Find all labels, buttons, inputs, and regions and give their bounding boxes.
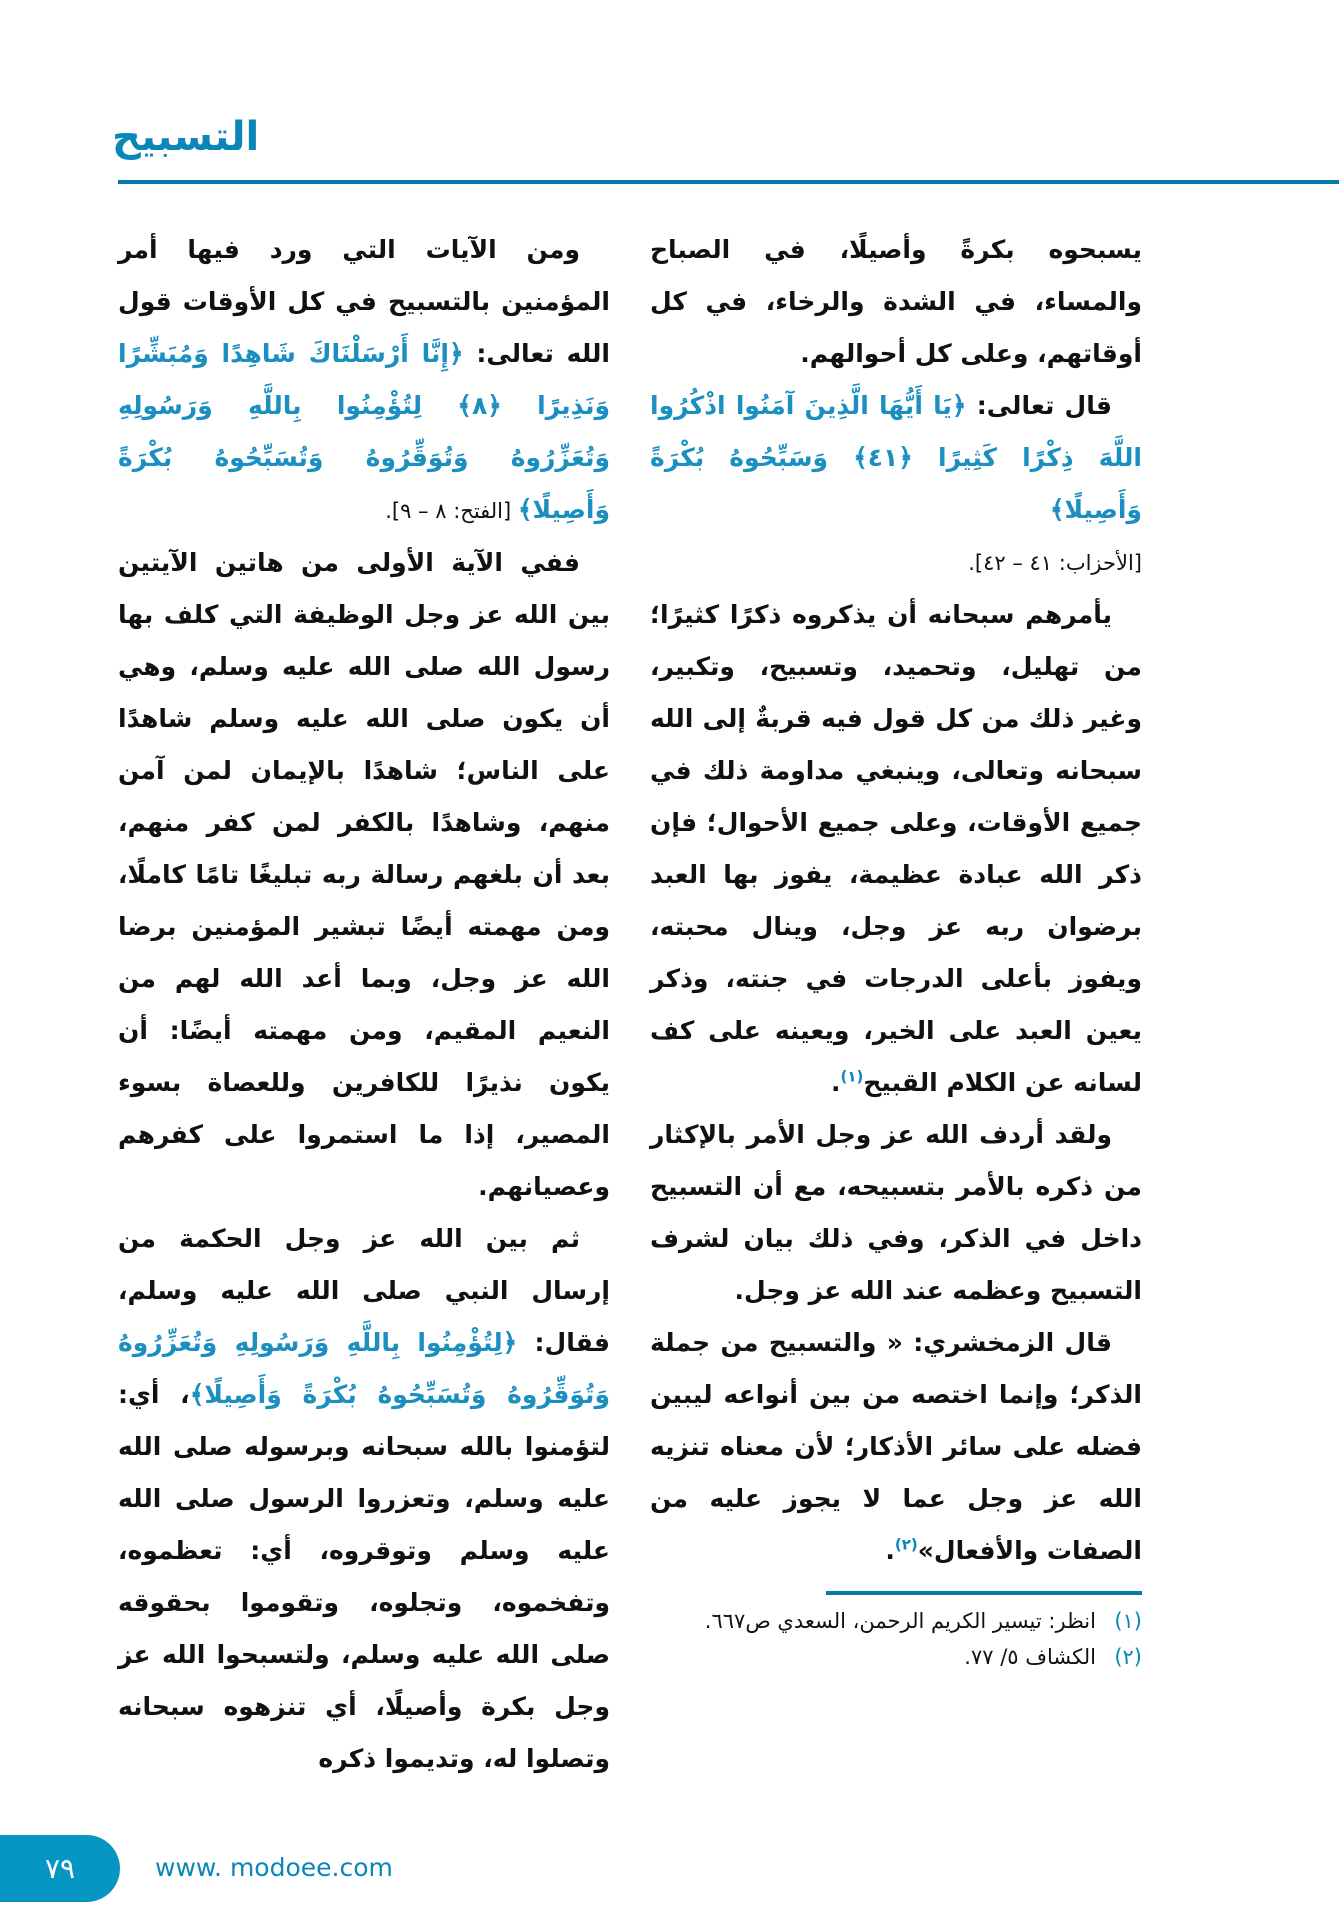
paragraph-text: ومن الآيات التي ورد فيها أمر المؤمنين بالتسبيح في كل الأوقات قول الله تعالى:: [118, 235, 610, 368]
paragraph-verse: [118, 224, 610, 537]
paragraph-text: قال الزمخشري: « والتسبيح من جملة الذكر؛ وإنما اختصه من بين أنواعه ليبين فضله على سائر الأذكار؛ لأن معناه تنزيه الله عز وجل عما لا يجوز عليه من الصفات والأفعال»: [650, 1328, 1142, 1565]
paragraph-verse: [650, 380, 1142, 589]
paragraph-text: ، أي: لتؤمنوا بالله سبحانه وبرسوله صلى الله عليه وسلم، وتعزروا الرسول صلى الله عليه وسلم وتوقروه، أي: تعظموه، وتفخموه، وتجلوه، وتقوموا بحقوقه صلى الله عليه وسلم، ولتسبحوا الله عز وجل بكرة وأصيلًا، أي تنزهوه سبحانه وتصلوا له، وتديموا ذكره: [118, 1380, 610, 1773]
verse-intro: قال تعالى:: [966, 391, 1113, 420]
paragraph: يأمرهم سبحانه أن يذكروه ذكرًا كثيرًا؛ من تهليل، وتحميد، وتسبيح، وتكبير، وغير ذلك من كل قول فيه قربةٌ إلى الله سبحانه وتعالى، وينبغي مداومة ذلك في جميع الأوقات، وعلى جميع الأحوال؛ فإن ذكر الله عبادة عظيمة، يفوز بها العبد برضوان ربه عز وجل، وينال محبته، ويفوز بأعلى الدرجات في جنته، وذكر يعين العبد على الخير، ويعينه على كف لسانه عن الكلام القبيح$^{(١)}$.: [650, 600, 1142, 1097]
footnote-number: (١): [1114, 1609, 1142, 1633]
verse-reference: [الأحزاب: ٤١ – ٤٢].: [968, 551, 1142, 575]
website-url[interactable]: www. modoee.com: [155, 1853, 393, 1882]
right-column: [650, 224, 1142, 1785]
paragraph: يسبحوه بكرةً وأصيلًا، في الصباح والمساء، في الشدة والرخاء، في كل أوقاتهم، وعلى كل أحوالهم.: [650, 235, 1142, 368]
paragraph-text: ثم بين الله عز وجل الحكمة من إرسال النبي صلى الله عليه وسلم، فقال:: [118, 1224, 610, 1357]
footnote-divider: [826, 1591, 1142, 1595]
footnote-text: انظر: تيسير الكريم الرحمن، السعدي ص٦٦٧.: [704, 1609, 1096, 1633]
paragraph: قال الزمخشري: « والتسبيح من جملة الذكر؛ وإنما اختصه من بين أنواعه ليبين فضله على سائر الأذكار؛ لأن معناه تنزيه الله عز وجل عما لا يجوز عليه من الصفات والأفعال»$^{(٢)}$.: [650, 1328, 1142, 1565]
footnote-ref[interactable]: (٢): [894, 1535, 918, 1554]
footnote-ref[interactable]: (١): [840, 1067, 864, 1086]
footnote: [650, 1603, 1142, 1639]
footnotes: [650, 1603, 1142, 1675]
footnote-text: الكشاف ٥/ ٧٧.: [964, 1645, 1096, 1669]
paragraph: ولقد أردف الله عز وجل الأمر بالإكثار من ذكره بالأمر بتسبيحه، مع أن التسبيح داخل في الذكر، وفي ذلك بيان لشرف التسبيح وعظمه عند الله عز وجل.: [650, 1120, 1142, 1305]
text-columns: [118, 184, 1142, 1785]
verse-reference: [الفتح: ٨ – ٩].: [385, 499, 518, 523]
footnote-number: (٢): [1114, 1645, 1142, 1669]
quran-verse: ﴿إِنَّا أَرْسَلْنَاكَ شَاهِدًا وَمُبَشِّرًا وَنَذِيرًا ﴿٨﴾ لِتُؤْمِنُوا بِاللَّهِ وَرَسُولِهِ وَتُعَزِّرُوهُ وَتُوَقِّرُوهُ وَتُسَبِّحُوهُ بُكْرَةً وَأَصِيلًا﴾: [118, 339, 611, 524]
paragraph-text: يأمرهم سبحانه أن يذكروه ذكرًا كثيرًا؛ من تهليل، وتحميد، وتسبيح، وتكبير، وغير ذلك من كل قول فيه قربةٌ إلى الله سبحانه وتعالى، وينبغي مداومة ذلك في جميع الأوقات، وعلى جميع الأحوال؛ فإن ذكر الله عبادة عظيمة، يفوز بها العبد برضوان ربه عز وجل، وينال محبته، ويفوز بأعلى الدرجات في جنته، وذكر يعين العبد على الخير، ويعينه على كف لسانه عن الكلام القبيح: [650, 600, 1142, 1097]
page-number-badge: ٧٩: [0, 1835, 120, 1902]
header-divider: [118, 180, 1339, 184]
paragraph-verse: [118, 1213, 610, 1785]
quran-verse: ﴿يَا أَيُّهَا الَّذِينَ آمَنُوا اذْكُرُوا اللَّهَ ذِكْرًا كَثِيرًا ﴿٤١﴾ وَسَبِّحُوهُ بُكْرَةً وَأَصِيلًا﴾: [650, 391, 1142, 524]
footnote: [650, 1639, 1142, 1675]
paragraph: ففي الآية الأولى من هاتين الآيتين بين الله عز وجل الوظيفة التي كلف بها رسول الله صلى الله عليه وسلم، وهي أن يكون صلى الله عليه وسلم شاهدًا على الناس؛ شاهدًا بالإيمان لمن آمن منهم، وشاهدًا بالكفر لمن كفر منهم، بعد أن بلغهم رسالة ربه تبليغًا تامًا كاملًا، ومن مهمته أيضًا تبشير المؤمنين برضا الله عز وجل، وبما أعد الله لهم من النعيم المقيم، ومن مهمته أيضًا: أن يكون نذيرًا للكافرين وللعصاة بسوء المصير، إذا ما استمروا على كفرهم وعصيانهم.: [118, 548, 610, 1201]
page-footer: [0, 1815, 1339, 1925]
left-column: [118, 224, 610, 1785]
chapter-title: التسبيح: [112, 114, 260, 160]
quran-verse: ﴿لِتُؤْمِنُوا بِاللَّهِ وَرَسُولِهِ وَتُعَزِّرُوهُ وَتُوَقِّرُوهُ وَتُسَبِّحُوهُ بُكْرَةً وَأَصِيلًا﴾: [118, 1328, 610, 1409]
page-header: [0, 0, 1339, 184]
